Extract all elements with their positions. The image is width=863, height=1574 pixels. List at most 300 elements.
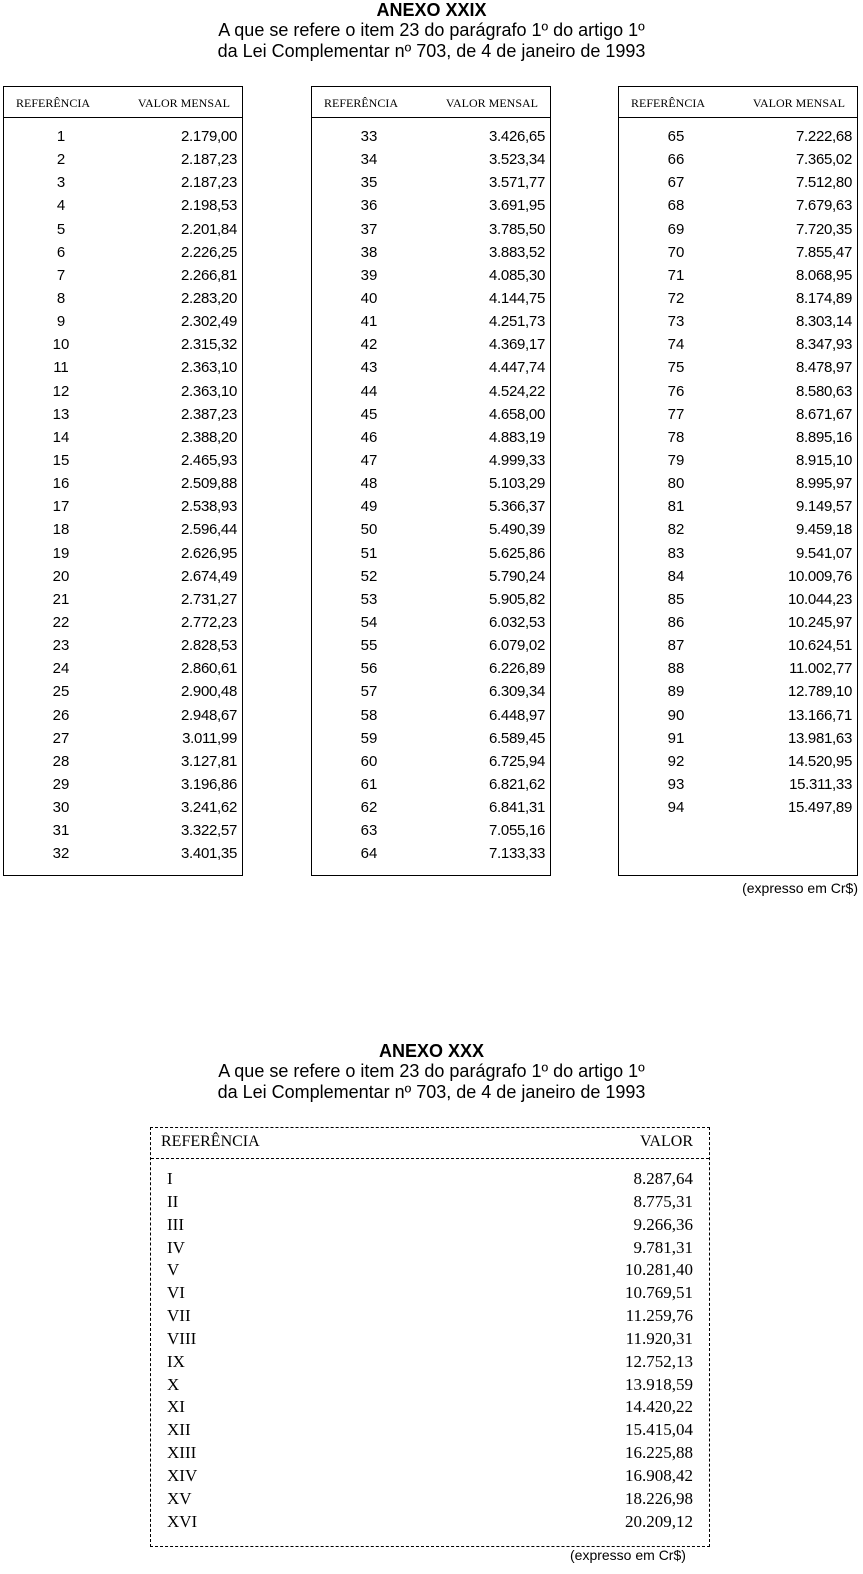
- table-row: [619, 797, 857, 820]
- cell-referencia: 91: [667, 729, 685, 747]
- table-row: [4, 219, 242, 242]
- cell-referencia: 93: [667, 775, 685, 793]
- table-row: [4, 797, 242, 820]
- table-row: [312, 635, 550, 658]
- table-row: [151, 1465, 709, 1488]
- table-row: [312, 797, 550, 820]
- cell-valor-mensal: 3.241,62: [181, 799, 237, 817]
- cell-valor: 20.209,12: [625, 1511, 693, 1531]
- table-header: [312, 87, 550, 118]
- cell-valor: 16.225,88: [625, 1443, 693, 1463]
- cell-referencia: 3: [56, 174, 66, 192]
- cell-referencia: 23: [52, 637, 70, 655]
- cell-referencia: 4: [56, 197, 66, 215]
- cell-referencia: VII: [167, 1306, 191, 1326]
- table-row: [4, 681, 242, 704]
- cell-valor-mensal: 3.785,50: [489, 220, 545, 238]
- table-row: [619, 612, 857, 635]
- cell-referencia: 48: [360, 475, 378, 493]
- cell-referencia: 61: [360, 775, 378, 793]
- cell-valor-mensal: 2.283,20: [181, 289, 237, 307]
- table-row: [619, 427, 857, 450]
- cell-referencia: 88: [667, 660, 685, 678]
- table-row: [151, 1168, 709, 1191]
- cell-valor-mensal: 14.520,95: [787, 752, 852, 770]
- table-row: [4, 728, 242, 751]
- cell-valor: 8.775,31: [633, 1191, 693, 1211]
- cell-valor-mensal: 7.720,35: [796, 220, 852, 238]
- table-row: [151, 1419, 709, 1442]
- table-row: [4, 242, 242, 265]
- cell-valor-mensal: 2.266,81: [181, 266, 237, 284]
- cell-valor: 11.920,31: [625, 1328, 693, 1348]
- cell-referencia: 26: [52, 706, 70, 724]
- cell-referencia: 11: [53, 359, 69, 377]
- table-row: [312, 681, 550, 704]
- cell-valor-mensal: 2.179,00: [181, 128, 237, 145]
- cell-valor-mensal: 10.009,76: [787, 567, 852, 585]
- cell-referencia: 22: [52, 613, 70, 631]
- cell-valor-mensal: 8.671,67: [796, 405, 852, 423]
- cell-valor: 15.415,04: [625, 1420, 693, 1440]
- cell-referencia: 56: [360, 660, 378, 678]
- anexo-xxix-table-column-2: [311, 86, 551, 876]
- cell-referencia: 21: [52, 590, 70, 608]
- cell-valor-mensal: 4.251,73: [489, 313, 545, 331]
- table-row: [4, 496, 242, 519]
- header-valor-mensal: VALOR MENSAL: [445, 96, 538, 110]
- cell-valor-mensal: 2.772,23: [181, 613, 237, 631]
- cell-valor-mensal: 9.541,07: [796, 544, 852, 562]
- cell-referencia: 90: [667, 706, 685, 724]
- table-body: [4, 126, 242, 867]
- cell-valor-mensal: 3.883,52: [489, 243, 545, 261]
- cell-referencia: 6: [56, 243, 66, 261]
- cell-valor-mensal: 6.309,34: [489, 683, 545, 701]
- cell-valor-mensal: 2.201,84: [181, 220, 237, 238]
- cell-valor-mensal: 4.144,75: [489, 289, 545, 307]
- table-row: [619, 242, 857, 265]
- cell-valor-mensal: 2.363,10: [181, 382, 237, 400]
- cell-valor-mensal: 2.900,48: [181, 683, 237, 701]
- cell-referencia: 72: [667, 289, 685, 307]
- cell-referencia: X: [167, 1374, 180, 1394]
- cell-valor-mensal: 15.497,89: [787, 799, 852, 817]
- cell-referencia: 29: [52, 775, 70, 793]
- table-row: [312, 658, 550, 681]
- table-row: [619, 519, 857, 542]
- table-row: [312, 566, 550, 589]
- cell-valor-mensal: 6.226,89: [489, 660, 545, 678]
- cell-valor-mensal: 2.187,23: [181, 174, 237, 192]
- table-row: [151, 1442, 709, 1465]
- cell-referencia: 75: [667, 359, 685, 377]
- anexo-xxx-subtitle-1: A que se refere o item 23 do parágrafo 1º do artigo 1º: [218, 1061, 645, 1081]
- cell-valor-mensal: 8.068,95: [796, 266, 852, 284]
- cell-valor-mensal: 2.465,93: [181, 451, 237, 469]
- table-row: [151, 1328, 709, 1351]
- table-row: [312, 172, 550, 195]
- cell-valor-mensal: 2.538,93: [181, 498, 237, 516]
- table-row: [312, 774, 550, 797]
- table-row: [619, 381, 857, 404]
- cell-valor-mensal: 13.981,63: [787, 729, 852, 747]
- table-header: [619, 87, 857, 118]
- cell-referencia: 53: [360, 590, 378, 608]
- cell-referencia: 81: [667, 498, 685, 516]
- table-row: [4, 589, 242, 612]
- header-referencia: REFERÊNCIA: [161, 1133, 260, 1150]
- cell-referencia: XIV: [167, 1465, 198, 1485]
- anexo-xxx-currency-note: (expresso em Cr$): [570, 1547, 686, 1563]
- cell-referencia: III: [167, 1214, 184, 1234]
- cell-valor-mensal: 7.365,02: [796, 151, 852, 169]
- cell-valor-mensal: 7.679,63: [796, 197, 852, 215]
- cell-valor-mensal: 2.828,53: [181, 637, 237, 655]
- table-body: [151, 1168, 709, 1534]
- cell-valor-mensal: 2.731,27: [181, 590, 237, 608]
- table-row: [4, 381, 242, 404]
- anexo-xxx-heading: [0, 1041, 863, 1103]
- header-referencia: REFERÊNCIA: [16, 96, 91, 110]
- cell-referencia: 7: [56, 266, 66, 284]
- cell-referencia: 5: [56, 220, 66, 238]
- table-row: [619, 311, 857, 334]
- cell-valor-mensal: 4.369,17: [489, 336, 545, 354]
- cell-valor-mensal: 11.002,77: [789, 660, 852, 678]
- cell-valor-mensal: 2.302,49: [181, 313, 237, 331]
- cell-valor-mensal: 4.883,19: [489, 428, 545, 446]
- table-row: [619, 543, 857, 566]
- cell-valor-mensal: 2.626,95: [181, 544, 237, 562]
- cell-referencia: VI: [167, 1283, 185, 1303]
- cell-referencia: 80: [667, 475, 685, 493]
- cell-valor-mensal: 3.196,86: [181, 775, 237, 793]
- cell-referencia: 79: [667, 451, 685, 469]
- header-referencia: REFERÊNCIA: [631, 96, 706, 110]
- cell-valor-mensal: 15.311,33: [789, 775, 852, 793]
- cell-referencia: 15: [52, 451, 70, 469]
- cell-valor: 12.752,13: [625, 1351, 693, 1371]
- table-row: [4, 519, 242, 542]
- cell-valor-mensal: 4.085,30: [489, 266, 545, 284]
- table-row: [151, 1214, 709, 1237]
- table-row: [312, 242, 550, 265]
- cell-referencia: 87: [667, 637, 685, 655]
- cell-referencia: 31: [52, 822, 70, 840]
- cell-referencia: 49: [360, 498, 378, 516]
- table-row: [151, 1259, 709, 1282]
- cell-referencia: 36: [360, 197, 378, 215]
- cell-valor-mensal: 7.855,47: [796, 243, 852, 261]
- table-row: [4, 334, 242, 357]
- cell-referencia: IV: [167, 1237, 185, 1257]
- table-row: [312, 381, 550, 404]
- anexo-xxix-table-column-1: [3, 86, 243, 876]
- cell-referencia: 66: [667, 151, 685, 169]
- cell-referencia: V: [167, 1260, 180, 1280]
- cell-valor-mensal: 5.790,24: [489, 567, 545, 585]
- table-row: [4, 172, 242, 195]
- anexo-xxx-title: ANEXO XXX: [378, 1041, 485, 1061]
- table-row: [619, 357, 857, 380]
- cell-referencia: 62: [360, 799, 378, 817]
- cell-valor-mensal: 5.103,29: [489, 475, 545, 493]
- table-row: [312, 265, 550, 288]
- table-row: [4, 126, 242, 149]
- table-header: [4, 87, 242, 118]
- table-row: [4, 820, 242, 843]
- header-valor-mensal: VALOR MENSAL: [137, 96, 230, 110]
- cell-valor-mensal: 2.187,23: [181, 151, 237, 169]
- cell-valor-mensal: 6.821,62: [489, 775, 545, 793]
- cell-valor-mensal: 8.478,97: [796, 359, 852, 377]
- cell-referencia: 46: [360, 428, 378, 446]
- table-row: [4, 195, 242, 218]
- table-row: [4, 612, 242, 635]
- cell-referencia: 78: [667, 428, 685, 446]
- table-row: [619, 288, 857, 311]
- cell-valor-mensal: 8.995,97: [796, 475, 852, 493]
- anexo-xxix-currency-note: (expresso em Cr$): [742, 880, 858, 896]
- cell-referencia: IX: [167, 1351, 185, 1371]
- cell-referencia: 77: [667, 405, 685, 423]
- table-row: [4, 450, 242, 473]
- table-row: [619, 728, 857, 751]
- cell-valor-mensal: 13.166,71: [787, 706, 852, 724]
- table-row: [619, 751, 857, 774]
- table-row: [619, 496, 857, 519]
- cell-referencia: 30: [52, 799, 70, 817]
- table-row: [4, 635, 242, 658]
- cell-referencia: 65: [667, 128, 685, 145]
- cell-valor-mensal: 5.905,82: [489, 590, 545, 608]
- table-row: [619, 265, 857, 288]
- cell-valor-mensal: 5.366,37: [489, 498, 545, 516]
- table-row: [312, 519, 550, 542]
- cell-valor: 9.781,31: [633, 1237, 693, 1257]
- table-row: [4, 751, 242, 774]
- cell-valor-mensal: 2.198,53: [181, 197, 237, 215]
- table-row: [619, 774, 857, 797]
- cell-referencia: 14: [52, 428, 70, 446]
- cell-valor-mensal: 5.490,39: [489, 521, 545, 539]
- cell-valor-mensal: 2.315,32: [181, 336, 237, 354]
- table-row: [151, 1351, 709, 1374]
- cell-valor-mensal: 4.524,22: [489, 382, 545, 400]
- cell-valor-mensal: 2.363,10: [181, 359, 237, 377]
- cell-valor: 14.420,22: [625, 1397, 693, 1417]
- cell-referencia: 51: [360, 544, 378, 562]
- table-row: [312, 126, 550, 149]
- table-row: [619, 126, 857, 149]
- table-row: [619, 334, 857, 357]
- cell-referencia: 70: [667, 243, 685, 261]
- cell-referencia: 83: [667, 544, 685, 562]
- cell-referencia: XV: [167, 1488, 192, 1508]
- anexo-xxix-subtitle-1: A que se refere o item 23 do parágrafo 1º do artigo 1º: [218, 20, 645, 40]
- cell-valor-mensal: 3.322,57: [181, 822, 237, 840]
- cell-valor-mensal: 3.571,77: [489, 174, 545, 192]
- cell-referencia: 57: [360, 683, 378, 701]
- cell-referencia: 9: [56, 313, 66, 331]
- cell-referencia: 59: [360, 729, 378, 747]
- cell-valor-mensal: 2.387,23: [181, 405, 237, 423]
- anexo-xxx-table: [150, 1127, 710, 1547]
- cell-referencia: 69: [667, 220, 685, 238]
- table-row: [4, 843, 242, 866]
- table-row: [312, 311, 550, 334]
- anexo-xxix-subtitle-2: da Lei Complementar nº 703, de 4 de janeiro de 1993: [217, 41, 646, 61]
- cell-valor-mensal: 2.674,49: [181, 567, 237, 585]
- table-row: [312, 404, 550, 427]
- cell-valor-mensal: 9.149,57: [796, 498, 852, 516]
- cell-referencia: II: [167, 1191, 179, 1211]
- cell-valor-mensal: 6.841,31: [489, 799, 545, 817]
- cell-valor-mensal: 8.303,14: [796, 313, 852, 331]
- cell-referencia: 74: [667, 336, 685, 354]
- table-row: [4, 149, 242, 172]
- cell-referencia: 45: [360, 405, 378, 423]
- cell-referencia: 89: [667, 683, 685, 701]
- cell-referencia: 64: [360, 845, 378, 863]
- cell-referencia: 19: [52, 544, 70, 562]
- cell-referencia: 58: [360, 706, 378, 724]
- cell-valor-mensal: 10.245,97: [787, 613, 852, 631]
- cell-referencia: 32: [52, 845, 70, 863]
- cell-referencia: 55: [360, 637, 378, 655]
- cell-referencia: 71: [667, 266, 685, 284]
- anexo-xxix-table-column-3: [618, 86, 858, 876]
- table-body: [619, 126, 857, 820]
- table-row: [619, 172, 857, 195]
- cell-referencia: XVI: [167, 1511, 198, 1531]
- cell-valor-mensal: 3.691,95: [489, 197, 545, 215]
- cell-valor-mensal: 2.860,61: [181, 660, 237, 678]
- table-row: [619, 219, 857, 242]
- cell-referencia: 13: [52, 405, 70, 423]
- cell-referencia: 27: [52, 729, 70, 747]
- table-row: [312, 751, 550, 774]
- header-valor-mensal: VALOR MENSAL: [752, 96, 845, 110]
- cell-valor-mensal: 7.512,80: [796, 174, 852, 192]
- table-row: [312, 450, 550, 473]
- cell-referencia: 2: [56, 151, 66, 169]
- cell-referencia: 67: [667, 174, 685, 192]
- table-row: [151, 1511, 709, 1534]
- table-row: [151, 1191, 709, 1214]
- cell-referencia: 28: [52, 752, 70, 770]
- cell-valor-mensal: 8.347,93: [796, 336, 852, 354]
- table-row: [4, 311, 242, 334]
- cell-valor-mensal: 6.032,53: [489, 613, 545, 631]
- cell-valor-mensal: 3.426,65: [489, 128, 545, 145]
- table-row: [4, 705, 242, 728]
- cell-referencia: 33: [360, 128, 378, 145]
- cell-referencia: 60: [360, 752, 378, 770]
- cell-referencia: 84: [667, 567, 685, 585]
- cell-referencia: 73: [667, 313, 685, 331]
- table-row: [619, 450, 857, 473]
- cell-valor-mensal: 9.459,18: [796, 521, 852, 539]
- cell-valor-mensal: 2.948,67: [181, 706, 237, 724]
- table-row: [312, 149, 550, 172]
- cell-referencia: 10: [52, 336, 70, 354]
- table-row: [619, 404, 857, 427]
- cell-valor-mensal: 8.174,89: [796, 289, 852, 307]
- table-row: [312, 427, 550, 450]
- table-row: [151, 1305, 709, 1328]
- cell-valor-mensal: 7.222,68: [796, 128, 852, 145]
- header-valor: VALOR: [639, 1133, 693, 1150]
- cell-valor: 13.918,59: [625, 1374, 693, 1394]
- cell-valor: 18.226,98: [625, 1488, 693, 1508]
- table-row: [619, 149, 857, 172]
- cell-referencia: 86: [667, 613, 685, 631]
- cell-valor-mensal: 7.133,33: [489, 845, 545, 863]
- cell-referencia: 34: [360, 151, 378, 169]
- anexo-xxix-title: ANEXO XXIX: [376, 0, 487, 20]
- cell-valor: 8.287,64: [633, 1169, 693, 1188]
- cell-valor-mensal: 12.789,10: [787, 683, 852, 701]
- cell-referencia: 16: [52, 475, 70, 493]
- cell-valor-mensal: 10.624,51: [787, 637, 852, 655]
- table-row: [619, 473, 857, 496]
- cell-valor-mensal: 10.044,23: [787, 590, 852, 608]
- table-row: [151, 1396, 709, 1419]
- cell-valor-mensal: 6.448,97: [489, 706, 545, 724]
- anexo-xxix-heading: [0, 0, 863, 62]
- cell-valor-mensal: 8.915,10: [796, 451, 852, 469]
- cell-referencia: 43: [360, 359, 378, 377]
- cell-referencia: 8: [56, 289, 66, 307]
- cell-referencia: XIII: [167, 1443, 197, 1463]
- cell-referencia: 50: [360, 521, 378, 539]
- cell-valor-mensal: 3.127,81: [181, 752, 237, 770]
- table-row: [312, 820, 550, 843]
- cell-valor: 16.908,42: [625, 1465, 693, 1485]
- table-row: [4, 265, 242, 288]
- table-row: [619, 566, 857, 589]
- cell-referencia: 25: [52, 683, 70, 701]
- cell-valor-mensal: 3.011,99: [182, 729, 237, 747]
- table-row: [312, 612, 550, 635]
- table-row: [4, 774, 242, 797]
- table-row: [4, 566, 242, 589]
- cell-valor-mensal: 6.079,02: [489, 637, 545, 655]
- table-row: [619, 589, 857, 612]
- cell-referencia: 47: [360, 451, 378, 469]
- cell-referencia: 1: [56, 128, 66, 145]
- cell-referencia: 41: [360, 313, 378, 331]
- cell-referencia: XII: [167, 1420, 191, 1440]
- cell-valor-mensal: 4.658,00: [489, 405, 545, 423]
- cell-referencia: 85: [667, 590, 685, 608]
- table-row: [619, 635, 857, 658]
- cell-valor-mensal: 6.725,94: [489, 752, 545, 770]
- cell-referencia: 37: [360, 220, 378, 238]
- header-referencia: REFERÊNCIA: [324, 96, 399, 110]
- cell-referencia: 24: [52, 660, 70, 678]
- table-row: [312, 357, 550, 380]
- cell-referencia: 54: [360, 613, 378, 631]
- table-row: [4, 658, 242, 681]
- cell-valor: 10.769,51: [625, 1283, 693, 1303]
- cell-valor-mensal: 6.589,45: [489, 729, 545, 747]
- table-row: [312, 334, 550, 357]
- table-row: [312, 728, 550, 751]
- table-row: [4, 404, 242, 427]
